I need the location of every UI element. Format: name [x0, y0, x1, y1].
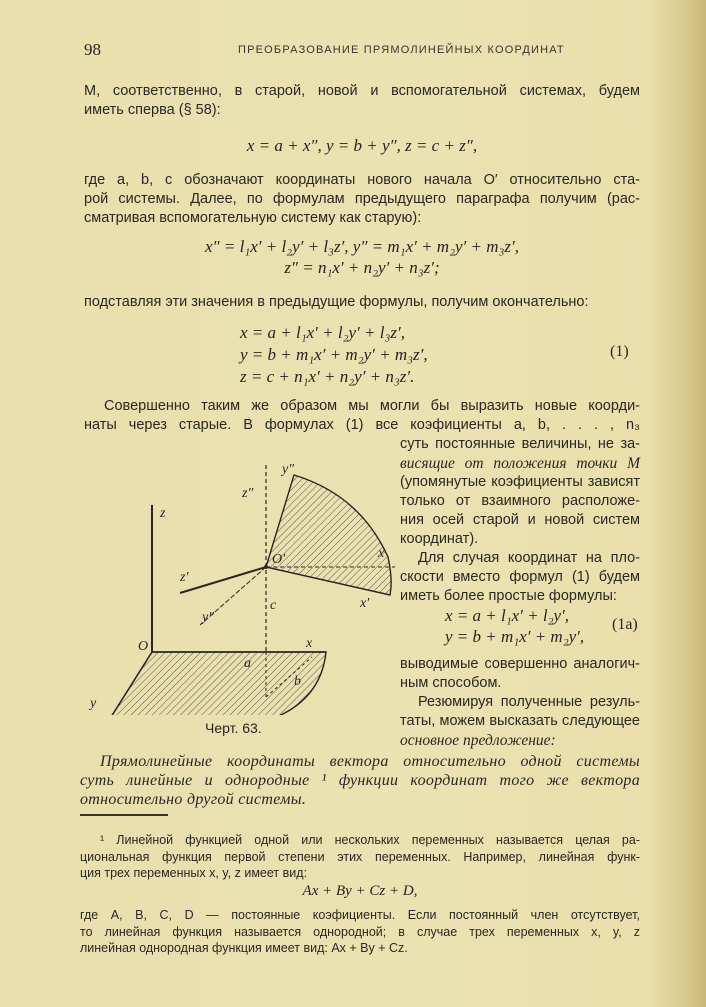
text-line: выводимые совершенно аналогич- — [400, 656, 640, 672]
formula-line: x″ = l₁x′ + l₂y′ + l₃z′, y″ = m₁x′ + m₂y′ + m₃z′, — [204, 237, 520, 256]
formula-translation: x = a + x″, y = b + y″, z = c + z″, — [246, 136, 478, 155]
running-title: ПРЕОБРАЗОВАНИЕ ПРЯМОЛИНЕЙНЫХ КООРДИНАТ — [238, 44, 565, 56]
paragraph-2 — [84, 171, 640, 228]
formula-line: y = b + m₁x′ + m₂y′ + m₃z′, — [240, 345, 428, 364]
text-line: иметь более простые формулы: — [400, 588, 617, 604]
text-line: сматривая вспомогательную систему как старую): — [84, 210, 422, 226]
text-line: M, соответственно, в старой, новой и вспомогательной системах, будем — [84, 83, 640, 99]
label-origin-new: O′ — [272, 552, 286, 567]
formula-line: z = c + n₁x′ + n₂y′ + n₃z′. — [240, 367, 415, 386]
footnote-formula: Ax + By + Cz + D, — [302, 883, 418, 899]
text-line: относительно другой системы. — [80, 791, 307, 808]
origin-new-point — [264, 565, 268, 569]
paragraph-4-column — [400, 435, 640, 549]
text-line: наты через старые. В формулах (1) все коэфициенты a, b, . . . , n₃ — [84, 417, 640, 433]
text-line: линейная однородная функция имеет вид: Ax + By + Cz. — [80, 941, 408, 955]
text-line: ция трех переменных x, y, z имеет вид: — [80, 866, 307, 880]
label-c: c — [270, 598, 277, 613]
formula-line: z″ = n₁x′ + n₂y′ + n₃z′; — [284, 258, 440, 277]
text-line: суть постоянные величины, не за- — [400, 436, 640, 452]
text-line: Прямолинейные координаты вектора относительно одной системы — [100, 753, 640, 770]
text-line: рой системы. Далее, по формулам предыдущего параграфа получим (рас- — [84, 191, 640, 207]
text-line: скости вместо формул (1) будем — [400, 569, 640, 585]
text-line: где a, b, c обозначают координаты нового начала O′ относительно ста- — [84, 172, 640, 188]
text-line: (упомянутые коэфициенты зависят — [400, 474, 640, 490]
text-line: иметь сперва (§ 58): — [84, 102, 221, 118]
text-line: только от взаимного расположе- — [400, 493, 640, 509]
formula-rotation — [84, 236, 640, 278]
label-y: y — [90, 696, 97, 711]
intro-paragraph — [84, 82, 640, 120]
figure-caption: Черт. 63. — [205, 720, 262, 736]
label-z1: z′ — [180, 570, 189, 585]
figure-63-diagram — [60, 445, 400, 715]
text-line: то линейная функция называется однородной; в случае трех переменных x, y, z — [80, 924, 640, 939]
label-origin-old: O — [138, 639, 149, 654]
paragraph-3: подставляя эти значения в предыдущие формулы, получим окончательно: — [84, 294, 589, 310]
formula-1a — [445, 605, 605, 647]
text-line: основное предложение: — [400, 732, 556, 749]
text-line: ¹ Линейной функцией одной или нескольких переменных называется целая ра- — [100, 833, 640, 847]
text-line: ным способом. — [400, 675, 502, 691]
text-line: циональная функция первой степени этих переменных. Например, линейная функ- — [80, 849, 640, 864]
formula-1 — [240, 322, 500, 388]
paragraph-6 — [400, 655, 640, 750]
text-line: ния осей старой и новой систем — [400, 512, 640, 528]
equation-number-1: (1) — [610, 343, 629, 360]
label-z2: z″ — [242, 486, 254, 501]
footnote — [80, 832, 640, 882]
formula-line: x = a + l₁x′ + l₂y′ + l₃z′, — [240, 323, 405, 342]
label-y2-top: y″ — [282, 462, 295, 477]
paragraph-5 — [400, 549, 640, 606]
label-x1: x′ — [360, 596, 370, 611]
formula-line: x = a + l₁x′ + l₂y′, — [445, 606, 570, 625]
theorem-statement — [80, 752, 640, 809]
label-y2: y″ — [202, 610, 215, 625]
old-plane-sector — [106, 652, 326, 715]
new-plane-sector — [266, 475, 391, 595]
z1-axis — [180, 567, 266, 593]
label-a: a — [244, 656, 251, 671]
paragraph-4 — [84, 397, 640, 435]
label-x-bottom: x — [306, 636, 313, 651]
text-line: висящие от положения точки M — [400, 455, 640, 472]
label-x-top: x — [378, 546, 385, 561]
text-line: где A, B, C, D — постоянные коэфициенты. Если постоянный член отсутствует, — [80, 908, 640, 922]
page-number: 98 — [84, 40, 101, 59]
formula-line: y = b + m₁x′ + m₂y′, — [445, 627, 585, 646]
label-z: z — [160, 506, 166, 521]
label-b: b — [294, 674, 301, 689]
text-line: координат). — [400, 531, 479, 547]
footnote-continued — [80, 907, 640, 957]
text-line: Для случая координат на пло- — [418, 550, 640, 566]
text-line: Резюмируя полученные резуль- — [418, 694, 640, 710]
text-line: суть линейные и однородные ¹ функции координат того же вектора — [80, 772, 640, 789]
footnote-rule — [80, 814, 168, 816]
text-line: таты, можем высказать следующее — [400, 713, 640, 729]
equation-number-1a: (1a) — [612, 616, 638, 633]
text-line: Совершенно таким же образом мы могли бы выразить новые коорди- — [104, 398, 640, 414]
